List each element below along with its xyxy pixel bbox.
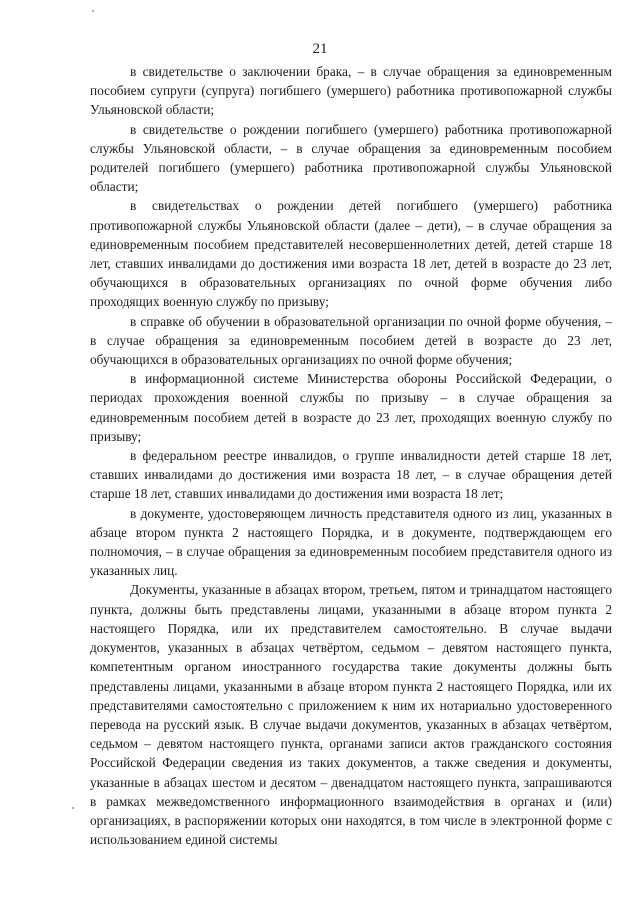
paragraph-defense-ministry-system: в информационной системе Министерства обороны Российской Федерации, о периодах прохождения военной службы по призыву – в случае обращения за единовременным пособием детей в возрасте до 23 лет, проходящих военную службу по призыву; [90, 371, 612, 444]
scan-speck [92, 10, 94, 12]
scan-speck [72, 807, 74, 809]
paragraph-birth-certificate-worker: в свидетельстве о рождении погибшего (умершего) работника противопожарной службы Ульяновской области, – в случае обращения за единовременным пособием родителей погибшего (умершего) работника противопожарной службы Ульяновской области; [90, 121, 612, 195]
paragraph-birth-certificates-children: в свидетельствах о рождении детей погибшего (умершего) работника противопожарной службы Ульяновской области (далее – дети), – в случае обращения за единовременным пособием представителей несовершеннолетних детей, детей старше 18 лет, ставших инвалидами до достижения ими возраста 18 лет, детей в возрасте до 23 лет, обучающихся в образовательных организациях по очной форме обучения либо проходящих военную службу по призыву; [90, 198, 612, 310]
paragraph-identity-document: в документе, удостоверяющем личность представителя одного из лиц, указанных в абзаце втором пункта 2 настоящего Порядка, и в документе, подтверждающем его полномочия, – в случае обращения за единовременным пособием представителя одного из указанных лиц. [90, 505, 612, 579]
paragraph-education-certificate: в справке об обучении в образовательной организации по очной форме обучения, – в случае обращения за единовременным пособием детей в возрасте до 23 лет, обучающихся в образовательных организациях по очной форме обучения; [90, 313, 612, 368]
paragraph-documents-submission: Документы, указанные в абзацах втором, третьем, пятом и тринадцатом настоящего пункта, должны быть представлены лицами, указанными в абзаце втором пункта 2 настоящего Порядка, или их представителем самостоятельно. В случае выдачи документов, указанных в абзацах четвёртом, седьмом – девятом настоящего пункта, компетентным органом иностранного государства такие документы должны быть представлены лицами, указанными в абзаце втором пункта 2 настоящего Порядка, или их представителями самостоятельно с приложением к ним их нотариально удостоверенного перевода на русский язык. В случае выдачи документов, указанных в абзацах четвёртом, седьмом – девятом настоящего пункта, органами записи актов гражданского состояния Российской Федерации сведения из таких документов, а также сведения и документы, указанные в абзацах шестом и десятом – двенадцатом настоящего пункта, запрашиваются в рамках межведомственного информационного взаимодействия в органах и (или) организациях, в распоряжении которых они находятся, в том числе в электронной форме с использованием единой системы [90, 582, 612, 848]
document-body [90, 62, 612, 849]
paragraph-marriage-certificate: в свидетельстве о заключении брака, – в случае обращения за единовременным пособием супруги (супруга) погибшего (умершего) работника противопожарной службы Ульяновской области; [90, 64, 612, 118]
paragraph-disability-register: в федеральном реестре инвалидов, о группе инвалидности детей старше 18 лет, ставших инвалидами до достижения ими возраста 18 лет, – в случае обращения детей старше 18 лет, ставших инвалидами до достижения ими возраста 18 лет; [90, 448, 612, 502]
page-number: 21 [312, 41, 328, 57]
